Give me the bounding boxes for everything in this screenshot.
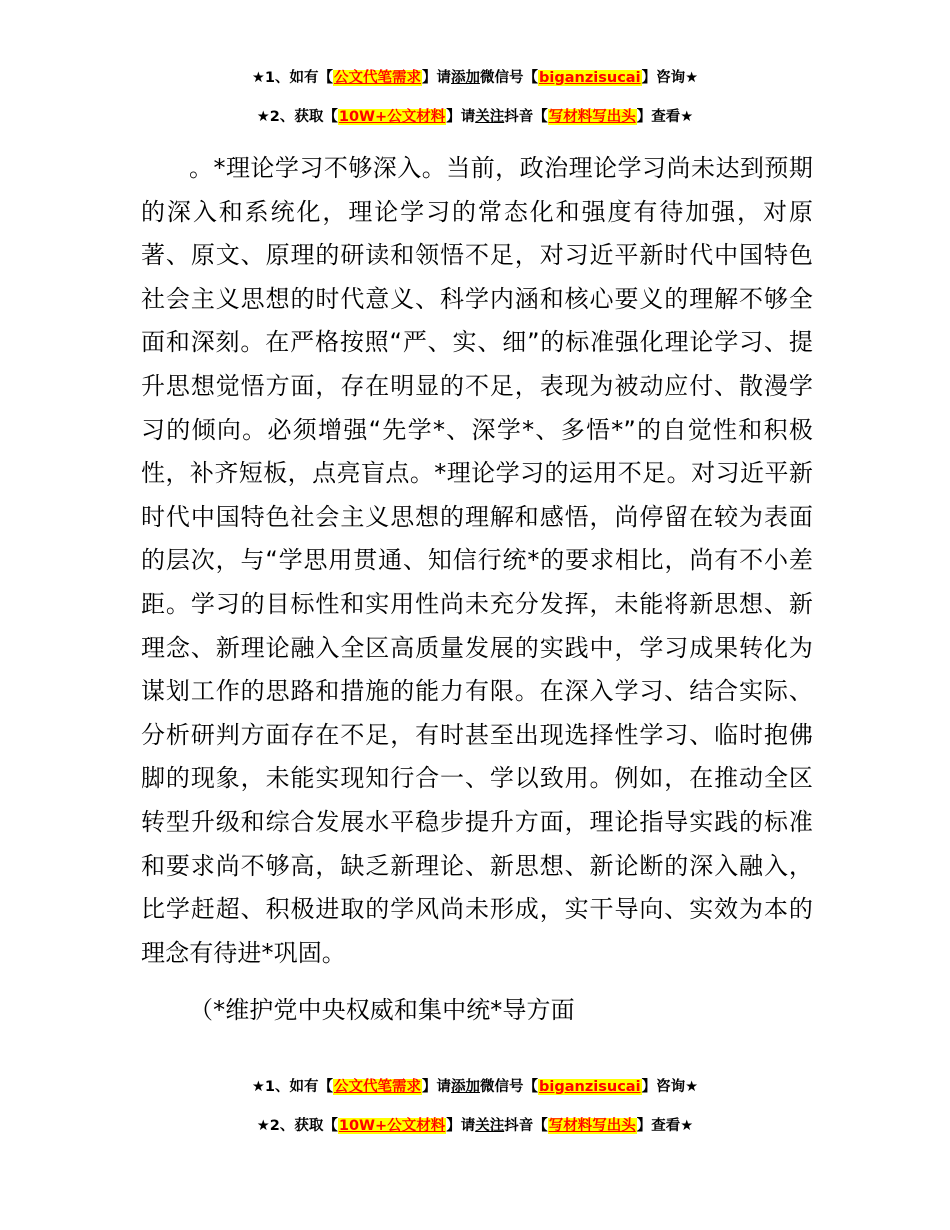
banner-text: 】请	[422, 1079, 452, 1095]
highlight-wechat-id: biganzisucai	[539, 1079, 641, 1095]
banner-prefix: ★1、如有【	[251, 70, 334, 86]
banner-suffix: 】咨询★	[641, 1079, 699, 1095]
banner-prefix: ★2、获取【	[256, 1118, 338, 1134]
banner-suffix: 】咨询★	[641, 70, 699, 86]
banner-suffix: 】查看★	[636, 109, 694, 125]
promo-banner-top-line2	[0, 107, 950, 127]
highlight-wechat-id: biganzisucai	[539, 70, 641, 86]
banner-prefix: ★2、获取【	[256, 109, 338, 125]
promo-banner-bottom-line2	[0, 1116, 950, 1136]
highlight-service: 公文代笔需求	[334, 70, 422, 86]
document-body	[141, 147, 813, 1033]
banner-prefix: ★1、如有【	[251, 1079, 334, 1095]
underlined-word: 关注	[475, 109, 505, 125]
highlight-service: 公文代笔需求	[334, 1079, 422, 1095]
banner-text: 】请	[446, 1118, 476, 1134]
underlined-word: 添加	[451, 1079, 481, 1095]
promo-banner-bottom-line1	[0, 1077, 950, 1097]
underlined-word: 添加	[451, 70, 481, 86]
banner-text: 】请	[422, 70, 452, 86]
promo-banner-top-line1	[0, 68, 950, 88]
banner-text: 】请	[446, 109, 476, 125]
body-paragraph: 。*理论学习不够深入。当前，政治理论学习尚未达到预期的深入和系统化，理论学习的常态化和强度有待加强，对原著、原文、原理的研读和领悟不足，对习近平新时代中国特色社会主义思想的时代意义、科学内涵和核心要义的理解不够全面和深刻。在严格按照“严、实、细”的标准强化理论学习、提升思想觉悟方面，存在明显的不足，表现为被动应付、散漫学习的倾向。必须增强“先学*、深学*、多悟*”的自觉性和积极性，补齐短板，点亮盲点。*理论学习的运用不足。对习近平新时代中国特色社会主义思想的理解和感悟，尚停留在较为表面的层次，与“学思用贯通、知信行统*的要求相比，尚有不小差距。学习的目标性和实用性尚未充分发挥，未能将新思想、新理念、新理论融入全区高质量发展的实践中，学习成果转化为谋划工作的思路和措施的能力有限。在深入学习、结合实际、分析研判方面存在不足，有时甚至出现选择性学习、临时抱佛脚的现象，未能实现知行合一、学以致用。例如，在推动全区转型升级和综合发展水平稳步提升方面，理论指导实践的标准和要求尚不够高，缺乏新理论、新思想、新论断的深入融入，比学赶超、积极进取的学风尚未形成，实干导向、实效为本的理念有待进*巩固。	[141, 154, 813, 967]
banner-text: 微信号【	[480, 70, 539, 86]
banner-text: 抖音【	[504, 109, 548, 125]
section-heading: （*维护党中央权威和集中统*导方面	[189, 996, 575, 1025]
highlight-materials: 10W+公文材料	[338, 1118, 446, 1134]
banner-text: 微信号【	[480, 1079, 539, 1095]
banner-text: 抖音【	[504, 1118, 548, 1134]
highlight-douyin-account: 写材料写出头	[548, 109, 636, 125]
underlined-word: 关注	[475, 1118, 505, 1134]
highlight-douyin-account: 写材料写出头	[548, 1118, 636, 1134]
banner-suffix: 】查看★	[636, 1118, 694, 1134]
highlight-materials: 10W+公文材料	[338, 109, 446, 125]
